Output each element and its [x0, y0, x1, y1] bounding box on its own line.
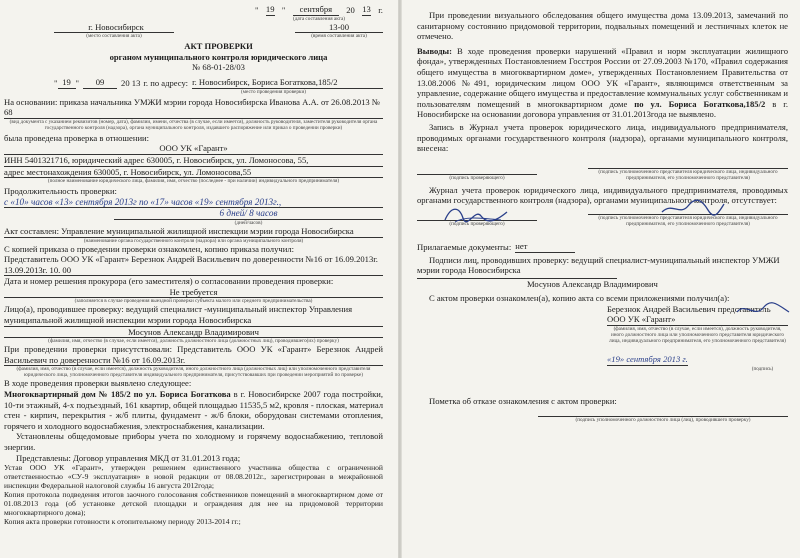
- left-page: [0, 0, 397, 558]
- readiness-text: Копия акта проверки готовности к отопительному периоду 2013-2014 гг.;: [4, 517, 241, 527]
- representative-signature: [658, 198, 728, 220]
- duration-value: с «10» часов «13» сентября 2013г по «17» часов «19» сентября 2013г.,: [4, 197, 383, 209]
- sign-date-caption: (подпись): [751, 365, 774, 372]
- charter-text: Устав ООО УК «Гарант», утвержден решением единственного участника общества с ограниченной ответственностью «СУ-9 эксплуатация» в новой редакции от 08.08.2012г., зарегистрирован в межрайонной инспекции Федеральной налоговой службы 16 августа 2012года;: [4, 463, 383, 491]
- found-heading: В ходе проведения проверки выявлено следующее:: [4, 378, 192, 389]
- time-caption: (время составления акта): [311, 33, 367, 40]
- acquainted-signature: [733, 300, 793, 320]
- house-address: Многоквартирный дом № 185/2 по ул. Бориса Богаткова: [4, 389, 231, 400]
- page-fold: [398, 0, 402, 558]
- attached-label: Прилагаемые документы:: [417, 241, 512, 252]
- house-details: в г. Новосибирске 2007 года постройки, 10-ти этажный, 4-х подъездный, 161 квартир, общей площадью 11535,5 м2, кровля - плоская, материал стен - кирпич, перекрытия - ж/б плиты, фундамент - ж/б блоки, оборудован системами отопления, горячего и холодного водоснабжения, электроснабжения, канализации.: [4, 389, 384, 431]
- journal-entry: Запись в Журнал учета проверок юридического лица, индивидуального предпринимателя, проводимых органами государственного контроля (надзора), органами муниципального контроля, внесена:: [417, 121, 788, 154]
- sig-caption-rep-2: (подпись уполномоченного представителя юридического лица, индивидуального предпринимателя, его уполномоченного представителя): [598, 214, 778, 227]
- present-persons: При проведении проверки присутствовали: Представитель ООО УК «Гарант» Березнок Андрей Васильевич по доверенности №16 от 16.09.2013г.: [4, 344, 383, 365]
- composed-by: Акт составлен: Управление муниципальной жилищной инспекции мэрии города Новосибирска: [4, 226, 383, 238]
- protocol-text: Копия протокола подведения итогов заочного голосования собственников помещений в многоквартирном доме от 01.08.2013 года (об установке детской площадки и ограждения для нее на придомовой территории многоквартирного дома);: [4, 490, 383, 518]
- addr-date-month: 09: [83, 77, 117, 89]
- sig-caption-inspector-2: (подпись проверяющего): [449, 220, 505, 227]
- basis-text: На основании: приказа начальника УМЖИ мэрии города Новосибирска Иванова А.А. от 26.08.2013 № 68: [4, 97, 383, 119]
- inspector-caption: (фамилия, имя, отчество (в случае, если имеется), должность должностного лица (должностных лиц), проводившего(их) проверку): [48, 338, 339, 345]
- order-copy: С копией приказа о проведении проверки ознакомлен, копию приказа получил:: [4, 243, 294, 254]
- act-title: АКТ ПРОВЕРКИ: [184, 41, 253, 52]
- representative-name: Березнок Андрей Васильевич представитель ООО УК «Гарант»: [607, 304, 788, 326]
- order-representative: Представитель ООО УК «Гарант» Березнок Андрей Васильевич по доверенности №16 от 16.09.2013г. 13.09.2013г. 10. 00: [4, 254, 383, 276]
- duration-caption: (дней/часов): [234, 219, 263, 226]
- org-address: адрес местонахождения 630005, г. Новосибирск, ул. Ломоносова,55: [4, 167, 383, 179]
- date-year-prefix: 20: [346, 5, 355, 15]
- acquainted-text: С актом проверки ознакомлен(а), копию акта со всеми приложениями получил(а):: [429, 293, 730, 304]
- presented-text: Представлены: Договор управления МКД от 31.01.2013 года;: [16, 452, 241, 463]
- prosecutor-caption: (заполняется в случае проведения выездной проверки субъекта малого или среднего предпринимательства): [74, 298, 313, 305]
- date-month: сентября: [293, 4, 339, 16]
- place-of-act: г. Новосибирск: [54, 22, 174, 34]
- right-inspector-name: Мосунов Александр Владимирович: [527, 278, 658, 289]
- date-year: 13: [362, 4, 371, 14]
- addr-date-day: 19: [58, 77, 76, 89]
- duration-label: Продолжительность проверки:: [4, 186, 117, 197]
- sign-date: «19» сентября 2013 г.: [607, 354, 688, 365]
- addr-value: г. Новосибирск, Бориса Богаткова,185/2: [192, 77, 383, 89]
- conclusions-tail: в г. Новосибирске на основании договора управления от 31.01.2013года не выявлено.: [417, 98, 788, 120]
- sig-caption-rep-1: (подпись уполномоченного представителя юридического лица, индивидуального предпринимателя, его уполномоченного представителя): [598, 168, 778, 181]
- representative-caption: (фамилия, имя, отчество (в случае, если имеется), должность руководителя, иного должностного лица или уполномоченного представителя юридического лица, индивидуального предпринимателя, его уполномоченного представителя): [609, 326, 786, 345]
- meters-text: Установлены общедомовые приборы учета по холодному и горячему водоснабжению, тепловой энергии.: [4, 431, 383, 452]
- addr-quote-open: ": [54, 77, 58, 88]
- addr-date-year: 20 13: [121, 77, 141, 88]
- date-day: 19: [265, 4, 275, 14]
- date-quote-close: ": [281, 5, 286, 15]
- conclusions-text: В ходе проведения проверки нарушений «Правил и норм эксплуатации жилищного фонда», утвержденных Постановлением Госстроя России от 27.09.2003 №170, «Правил содержания общего имущества в многоквартирном доме», утвержденных Постановлением Правительства от 13.08.2006 №491, юридическим лицом ООО УК «Гарант», являющимся ответственным за управление, содержание общего имущества и предоставление коммунальных услуг собственникам и пользователям помещений в многоквартирном доме: [417, 45, 788, 109]
- inspection-type: была проведена проверка в отношении:: [4, 132, 150, 143]
- attached-value: нет: [515, 241, 575, 253]
- conclusions: [417, 46, 788, 120]
- house-description: [4, 389, 383, 431]
- org-caption: (полное наименование юридического лица, фамилия, имя, отчество (последнее - при наличии) индивидуального предпринимателя): [47, 178, 340, 185]
- prosecutor-value: Не требуется: [4, 287, 383, 299]
- org-inn: ИНН 5401321716, юридический адрес 630005, г. Новосибирск, ул. Ломоносова, 55,: [4, 155, 383, 167]
- prosecutor-label: Дата и номер решения прокурора (его заместителя) о согласовании проведения проверки:: [4, 276, 334, 287]
- addr-caption: (место проведения проверки): [241, 88, 306, 95]
- right-page: [403, 0, 800, 558]
- conclusions-label: Выводы:: [417, 45, 452, 56]
- conclusions-address: по ул. Бориса Богаткова,185/2: [634, 98, 766, 109]
- persons-signature: Подписи лиц, проводивших проверку: ведущий специалист-муниципальный инспектор УМЖИ мэрии города Новосибирска: [417, 254, 780, 276]
- addr-quote-close: ": [75, 77, 80, 88]
- org-name: ООО УК «Гарант»: [4, 143, 383, 155]
- date-year-suffix: г.: [378, 5, 383, 15]
- duration-days: 6 дней/ 8 часов: [114, 208, 383, 220]
- act-subtitle: органом муниципального контроля юридического лица: [109, 51, 328, 62]
- basis-caption: (вид документа с указанием реквизитов (номер, дата), фамилии, имени, отчества (в случае, если имеется), должность руководителя, заместителя руководителя органа государственного контроля (надзора), органа муниципального контроля, издавшего распоряжение или приказ о проведении проверки): [9, 118, 378, 131]
- place-caption: (место составления акта): [86, 33, 142, 40]
- addr-label: г. по адресу:: [143, 77, 189, 88]
- act-number: № 68-01-28/03: [192, 62, 245, 73]
- date-quote-open: ": [255, 5, 259, 15]
- time-of-act: 13-00: [295, 22, 383, 34]
- journal-absent: Журнал учета проверок юридического лица, индивидуального предпринимателя, проводимых органами государственного контроля (надзора), органами муниципального контроля, отсутствует:: [417, 184, 788, 206]
- persons-inspecting: Лицо(а), проводившее проверку: ведущий специалист -муниципальный инспектор Управления муниципальной жилищной инспекции мэрии города Новосибирска: [4, 304, 383, 326]
- visual-inspection: При проведении визуального обследования общего имущества дома 13.09.2013, замечаний по санитарному состоянию придомовой территории, подвальных помещений и лестничных клеток не отмечено.: [417, 10, 788, 42]
- inspector-signature: [441, 204, 511, 226]
- date-caption: (дата составления акта): [292, 15, 346, 22]
- refusal-note: Пометка об отказе ознакомления с актом проверки:: [429, 395, 617, 406]
- sig-caption-inspector-1: (подпись проверяющего): [449, 174, 505, 181]
- refusal-caption: (подпись уполномоченного должностного лица (лиц), проводившего проверку): [575, 417, 751, 424]
- composed-caption: (наименование органа государственного контроля (надзора) или органа муниципального контроля): [83, 237, 304, 244]
- inspector-name: Мосунов Александр Владимирович: [4, 327, 383, 339]
- present-caption: (фамилия, имя, отчество (в случае, если имеется), должность руководителя, иного должностного лица (должностных лиц) или уполномоченного представителя юридического лица, уполномоченного представителя индивидуального предпринимателя, присутствовавших при проведении мероприятий по проверке): [16, 366, 371, 379]
